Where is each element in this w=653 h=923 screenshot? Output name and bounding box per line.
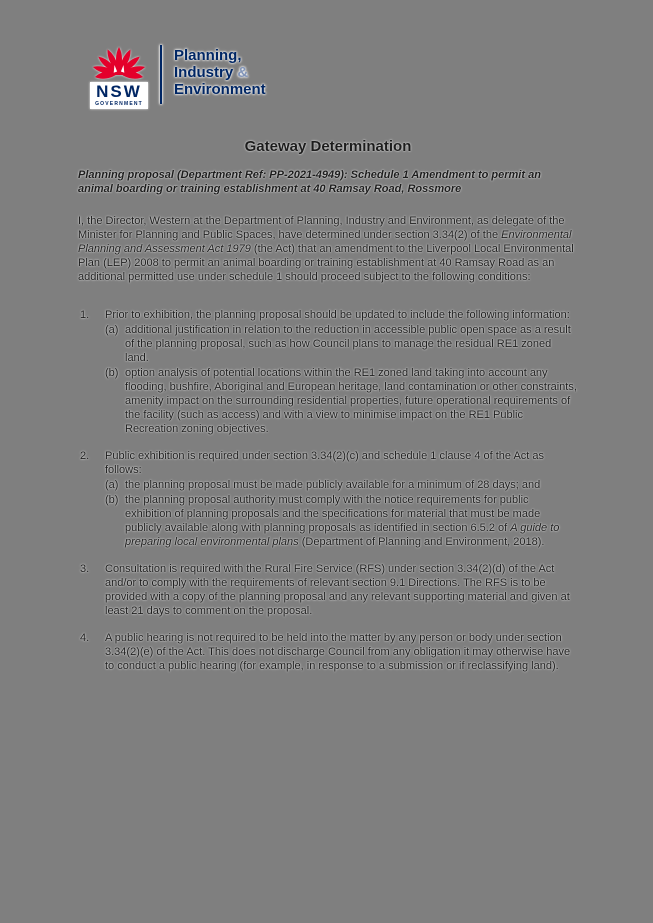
condition-subitems	[105, 478, 578, 549]
condition-item-1	[78, 308, 578, 436]
nsw-wordmark: NSW	[90, 82, 148, 101]
subitem-marker: (b)	[105, 494, 119, 506]
subitem-text: additional justification in relation to the reduction in accessible public open space as a result of the planning proposal, such as how Council plans to manage the residual RE1 zoned land.	[125, 324, 571, 364]
condition-subitems	[105, 323, 578, 436]
condition-body	[105, 562, 578, 618]
subitem-text: the planning proposal must be made publicly available for a minimum of 28 days; and	[125, 479, 541, 491]
condition-text: A public hearing is not required to be held into the matter by any person or body under section 3.34(2)(e) of the Act. This does not discharge Council from any obligation it may otherwise have to conduct a public hearing (for example, in response to a submission or if reclassifying land).	[105, 632, 571, 672]
document-content	[78, 138, 578, 686]
condition-item-4	[78, 631, 578, 673]
subitem-text-pre: the planning proposal authority must comply with the notice requirements for public exhibition of planning proposals and the specifications for material that must be made publicly available along with planning proposals as identified in section 6.5.2 of	[125, 494, 541, 534]
ampersand: &	[237, 64, 249, 81]
nsw-government-emblem	[90, 44, 148, 109]
subitem-1b	[105, 366, 578, 436]
condition-number: 4.	[80, 632, 90, 644]
logo-divider	[160, 45, 162, 104]
condition-number: 1.	[80, 309, 90, 321]
condition-body	[105, 308, 578, 436]
act-title: Environmental Planning and Assessment Act 1979	[78, 229, 572, 255]
condition-item-3	[78, 562, 578, 618]
nsw-dpie-logo	[90, 44, 266, 109]
department-name	[174, 47, 266, 109]
condition-item-2	[78, 449, 578, 549]
document-title: Gateway Determination	[244, 138, 412, 155]
subitem-marker: (a)	[105, 479, 119, 491]
brand-line-industry: Industry &	[174, 64, 249, 81]
planning-proposal-subtitle: Planning proposal (Department Ref: PP-2021-4949): Schedule 1 Amendment to permit an animal boarding or training establishment at 40 Ramsay Road, Rossmore	[78, 169, 541, 195]
guide-title: A guide to preparing local environmental plans	[125, 522, 560, 548]
condition-text: Prior to exhibition, the planning proposal should be updated to include the following information:	[105, 309, 570, 321]
subitem-text: option analysis of potential locations within the RE1 zoned land taking into account any flooding, bushfire, Aboriginal and European heritage, land contamination or other constraints, amenity impact on the surrounding residential properties, future operational requirements of the facility (such as access) and with a view to minimise impact on the RE1 Public Recreation zoning objectives.	[125, 367, 577, 435]
condition-number: 3.	[80, 563, 90, 575]
brand-line-environment: Environment	[174, 81, 266, 98]
conditions-list	[78, 308, 578, 673]
condition-body	[105, 631, 578, 673]
subitem-marker: (a)	[105, 324, 119, 336]
subitem-marker: (b)	[105, 367, 119, 379]
determination-paragraph	[78, 214, 578, 284]
subitem-text	[125, 493, 578, 549]
subitem-2b	[105, 493, 578, 549]
subitem-text-post: (Department of Planning and Environment, 2018).	[298, 536, 545, 548]
subitem-1a	[105, 323, 578, 365]
condition-number: 2.	[80, 450, 90, 462]
intro-text-pre: I, the Director, Western at the Department of Planning, Industry and Environment, as delegate of the Minister for Planning and Public Spaces, have determined under section 3.34(2) of the	[78, 215, 565, 241]
waratah-icon	[90, 44, 148, 82]
brand-line-planning: Planning,	[174, 47, 242, 64]
condition-body	[105, 449, 578, 549]
condition-text: Public exhibition is required under section 3.34(2)(c) and schedule 1 clause 4 of the Act as follows:	[105, 450, 545, 476]
intro-text-post: (the Act) that an amendment to the Liverpool Local Environmental Plan (LEP) 2008 to permit an animal boarding or training establishment at 40 Ramsay Road as an additional permitted use under schedule 1 should proceed subject to the following conditions:	[78, 243, 574, 283]
condition-text: Consultation is required with the Rural Fire Service (RFS) under section 3.34(2)(d) of the Act and/or to comply with the requirements of relevant section 9.1 Directions. The RFS is to be provided with a copy of the planning proposal and any relevant supporting material and given at least 21 days to comment on the proposal.	[105, 563, 570, 617]
government-label: GOVERNMENT	[90, 101, 148, 109]
subitem-2a	[105, 478, 578, 492]
